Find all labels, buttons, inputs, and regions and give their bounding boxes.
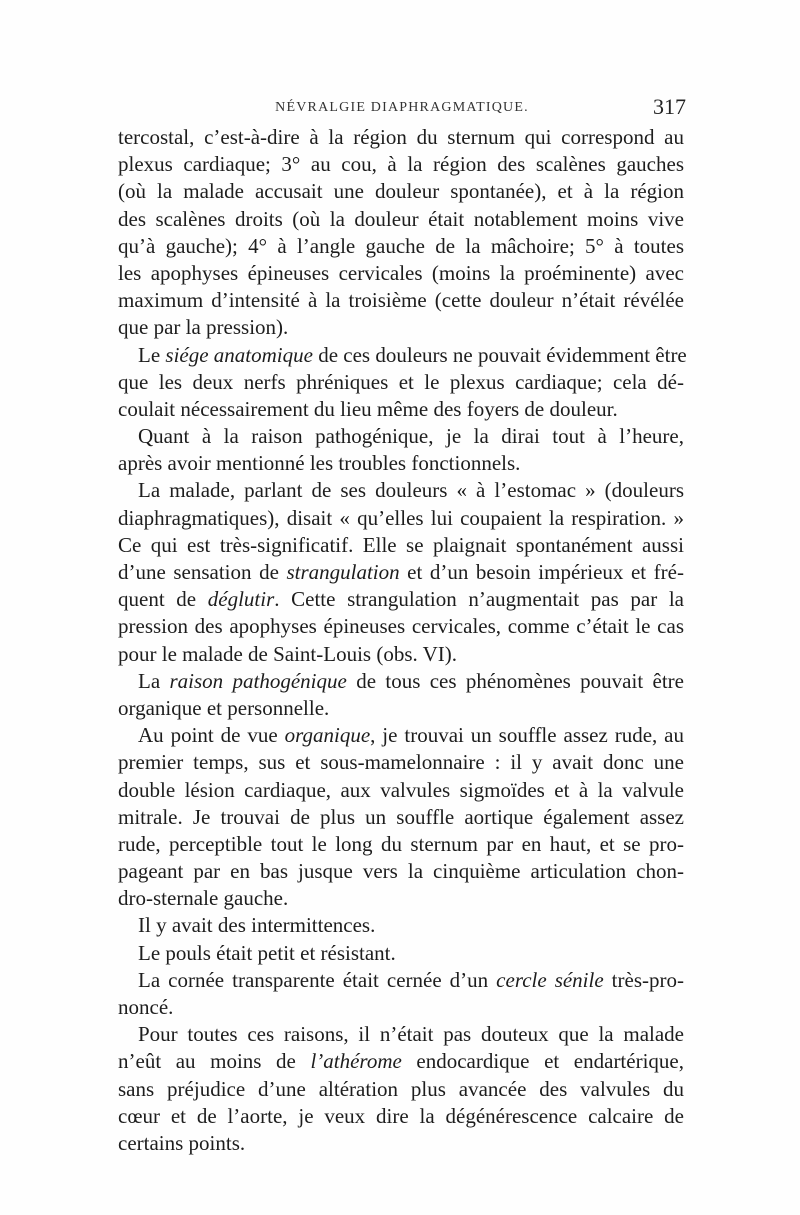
text-line — [118, 450, 684, 477]
italic-phrase: cercle sénile — [496, 967, 604, 992]
text-line — [118, 858, 684, 885]
text-line — [118, 124, 684, 151]
text-line — [118, 613, 684, 640]
running-title: NÉVRALGIE DIAPHRAGMATIQUE. — [275, 100, 529, 115]
text-line — [118, 695, 684, 722]
text-line — [118, 178, 684, 205]
text-run: qu’à gauche); 4° à l’angle gauche de la mâchoire; 5° à toutes — [118, 233, 684, 258]
page-header — [118, 94, 686, 124]
italic-phrase: l’athérome — [310, 1049, 402, 1074]
text-line — [118, 668, 684, 695]
text-run: Au point de vue — [138, 723, 285, 748]
text-line — [118, 477, 684, 504]
text-line — [118, 369, 684, 396]
text-run: les apophyses épineuses cervicales (moins la proéminente) avec — [118, 260, 684, 285]
text-run: double lésion cardiaque, aux valvules sigmoïdes et à la valvule — [118, 777, 684, 802]
text-line — [118, 831, 684, 858]
text-run: premier temps, sus et sous-mamelonnaire : il y avait donc une — [118, 750, 684, 775]
text-line — [118, 777, 684, 804]
text-run: . Cette strangulation n’augmentait pas par la — [274, 587, 685, 612]
text-run: coulait nécessairement du lieu même des foyers de douleur. — [118, 396, 618, 421]
text-run: pageant par en bas jusque vers la cinquième articulation chon- — [118, 859, 684, 884]
text-run: Il y avait des intermittences. — [138, 913, 376, 938]
text-line — [118, 505, 684, 532]
text-line — [118, 912, 684, 939]
text-line — [118, 151, 684, 178]
text-line — [118, 994, 684, 1021]
text-run: pression des apophyses épineuses cervicales, comme c’était le cas — [118, 614, 684, 639]
text-run: organique et personnelle. — [118, 695, 330, 720]
text-line — [118, 314, 684, 341]
italic-phrase: strangulation — [286, 560, 400, 584]
text-run: certains points. — [118, 1130, 246, 1155]
text-run: sans préjudice d’une altération plus avancée des valvules du — [118, 1076, 684, 1101]
text-line — [118, 206, 684, 233]
text-run: d’une sensation de — [118, 560, 287, 584]
text-line — [118, 1076, 684, 1103]
text-run: des scalènes droits (où la douleur était notablement moins vive — [118, 206, 684, 231]
text-run: que par la pression). — [118, 315, 289, 340]
text-run: Le — [138, 342, 166, 367]
text-run: de tous ces phénomènes pouvait être — [346, 668, 684, 693]
text-line — [118, 423, 684, 450]
text-run: pour le malade de Saint-Louis (obs. VI). — [118, 641, 458, 666]
text-line — [118, 342, 687, 369]
text-line — [118, 1130, 684, 1157]
text-run: (où la malade accusait une douleur spontanée), et à la région — [118, 179, 684, 204]
text-line — [118, 532, 684, 559]
text-line — [118, 749, 684, 776]
text-line — [118, 641, 684, 668]
text-line — [118, 804, 684, 831]
text-line — [118, 1103, 684, 1130]
text-run: , je trouvai un souffle assez rude, au — [370, 723, 684, 748]
text-run: de ces douleurs ne pouvait évidemment être — [312, 342, 687, 367]
text-line — [118, 559, 684, 586]
text-run: La cornée transparente était cernée d’un — [138, 967, 497, 992]
text-line — [118, 260, 684, 287]
body-text — [118, 124, 687, 1157]
text-run: noncé. — [118, 995, 174, 1019]
text-run: cœur et de l’aorte, je veux dire la dégénérescence calcaire de — [118, 1103, 684, 1128]
text-run: Le pouls était petit et résistant. — [138, 940, 396, 965]
text-run: très-pro- — [603, 967, 684, 992]
text-line — [118, 1021, 684, 1048]
text-run: que les deux nerfs phréniques et le plexus cardiaque; cela dé- — [118, 369, 684, 394]
text-line — [118, 967, 684, 994]
text-run: n’eût au moins de — [118, 1049, 311, 1074]
text-line — [118, 586, 684, 613]
text-run: diaphragmatiques), disait « qu’elles lui coupaient la respiration. » — [118, 505, 684, 530]
italic-phrase: siége anatomique — [165, 342, 313, 367]
text-run: tercostal, c’est-à-dire à la région du sternum qui correspond au — [118, 125, 684, 149]
text-run: Pour toutes ces raisons, il n’était pas douteux que la malade — [138, 1022, 684, 1047]
text-run: dro-sternale gauche. — [118, 886, 289, 911]
text-run: et d’un besoin impérieux et fré- — [399, 560, 684, 584]
text-run: endocardique et endartérique, — [401, 1049, 684, 1074]
text-run: quent de — [118, 587, 208, 612]
text-run: rude, perceptible tout le long du sternum par en haut, et se pro- — [118, 831, 684, 856]
text-line — [118, 233, 684, 260]
text-run: après avoir mentionné les troubles fonctionnels. — [118, 451, 521, 476]
text-run: Quant à la raison pathogénique, je la dirai tout à l’heure, — [138, 424, 684, 449]
text-line — [118, 722, 684, 749]
text-line — [118, 396, 684, 423]
text-run: La — [138, 668, 170, 693]
text-line — [118, 885, 684, 912]
text-run: mitrale. Je trouvai de plus un souffle aortique également assez — [118, 804, 684, 829]
text-line — [118, 287, 684, 314]
text-run: La malade, parlant de ses douleurs « à l’estomac » (douleurs — [138, 478, 684, 503]
italic-phrase: déglutir — [207, 587, 275, 612]
italic-phrase: organique — [284, 723, 371, 748]
text-run: plexus cardiaque; 3° au cou, à la région des scalènes gauches — [118, 152, 684, 177]
page-number: 317 — [653, 94, 686, 119]
italic-phrase: raison pathogénique — [169, 668, 347, 693]
text-run: maximum d’intensité à la troisième (cette douleur n’était révélée — [118, 288, 684, 313]
text-line — [118, 940, 684, 967]
text-line — [118, 1048, 684, 1075]
text-run: Ce qui est très-significatif. Elle se plaignait spontanément aussi — [118, 532, 684, 557]
